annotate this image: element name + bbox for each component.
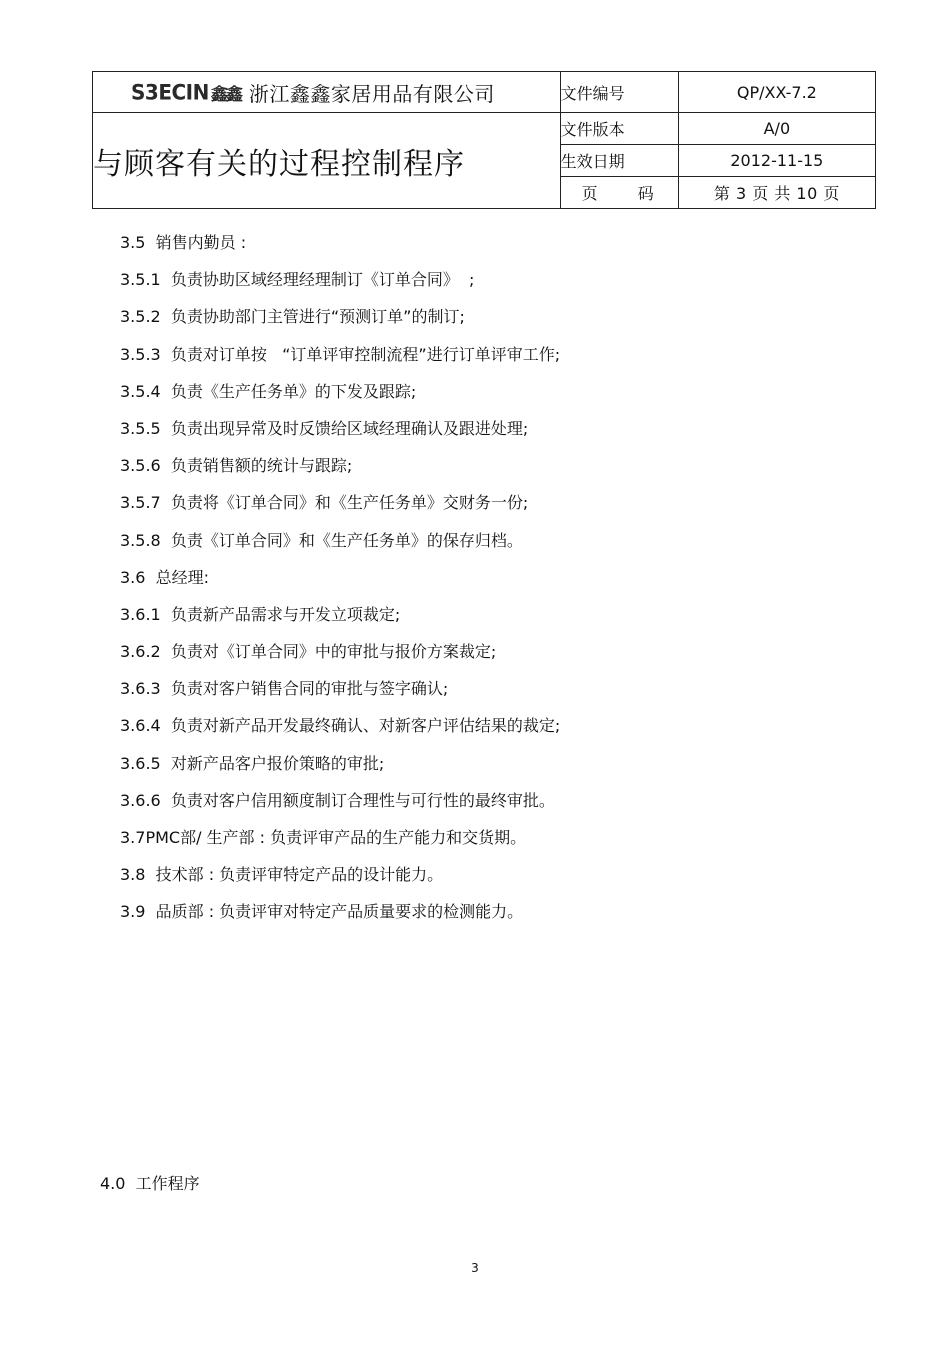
list-item: 3.5.1 负责协助区域经理经理制订《订单合同》 ; [120,270,475,290]
list-item: 3.6.5 对新产品客户报价策略的审批; [120,753,385,773]
effective-date-value: 2012-11-15 [678,145,875,177]
responsibilities-list [120,228,880,935]
version-label: 文件版本 [560,113,678,145]
doc-number-value: QP/XX-7.2 [678,72,875,113]
company-cell [93,72,561,113]
page-label: 页 码 [560,177,678,209]
company-name: 浙江鑫鑫家居用品有限公司 [248,81,495,106]
version-value: A/0 [678,113,875,145]
list-item: 3.6.4 负责对新产品开发最终确认、对新客户评估结果的裁定; [120,716,561,736]
list-item: 3.6.3 负责对客户销售合同的审批与签字确认; [120,679,449,699]
doc-number-label: 文件编号 [560,72,678,113]
list-item: 3.6.1 负责新产品需求与开发立项裁定; [120,604,401,624]
list-item: 3.6.2 负责对《订单合同》中的审批与报价方案裁定; [120,642,497,662]
list-item: 3.5.5 负责出现异常及时反馈给区域经理确认及跟进处理; [120,418,529,438]
effective-date-label: 生效日期 [560,145,678,177]
section-heading-4: 4.0 工作程序 [100,1174,200,1193]
list-item: 3.8 技术部 : 负责评审特定产品的设计能力。 [120,865,444,885]
list-item: 3.9 品质部 : 负责评审对特定产品质量要求的检测能力。 [120,902,524,922]
list-item: 3.5.2 负责协助部门主管进行“预测订单”的制订; [120,307,465,327]
list-item: 3.5.6 负责销售额的统计与跟踪; [120,456,353,476]
list-item: 3.5 销售内勤员 : [120,233,247,252]
list-item: 3.6.6 负责对客户信用额度制订合理性与可行性的最终审批。 [120,790,555,810]
document-title: 与顾客有关的过程控制程序 [93,113,561,209]
list-item: 3.5.4 负责《生产任务单》的下发及跟踪; [120,381,417,401]
list-item: 3.7PMC部/ 生产部 : 负责评审产品的生产能力和交货期。 [120,828,527,847]
document-header-table [92,71,876,209]
list-item: 3.5.3 负责对订单按 “订单评审控制流程”进行订单评审工作; [120,344,561,364]
company-logo: S3ECIN 鑫鑫 [131,79,241,105]
list-item: 3.5.8 负责《订单合同》和《生产任务单》的保存归档。 [120,530,523,550]
list-item: 3.6 总经理: [120,567,210,587]
page-number: 3 [471,1261,479,1275]
list-item: 3.5.7 负责将《订单合同》和《生产任务单》交财务一份; [120,493,529,513]
page-value: 第 3 页 共 10 页 [678,177,875,209]
